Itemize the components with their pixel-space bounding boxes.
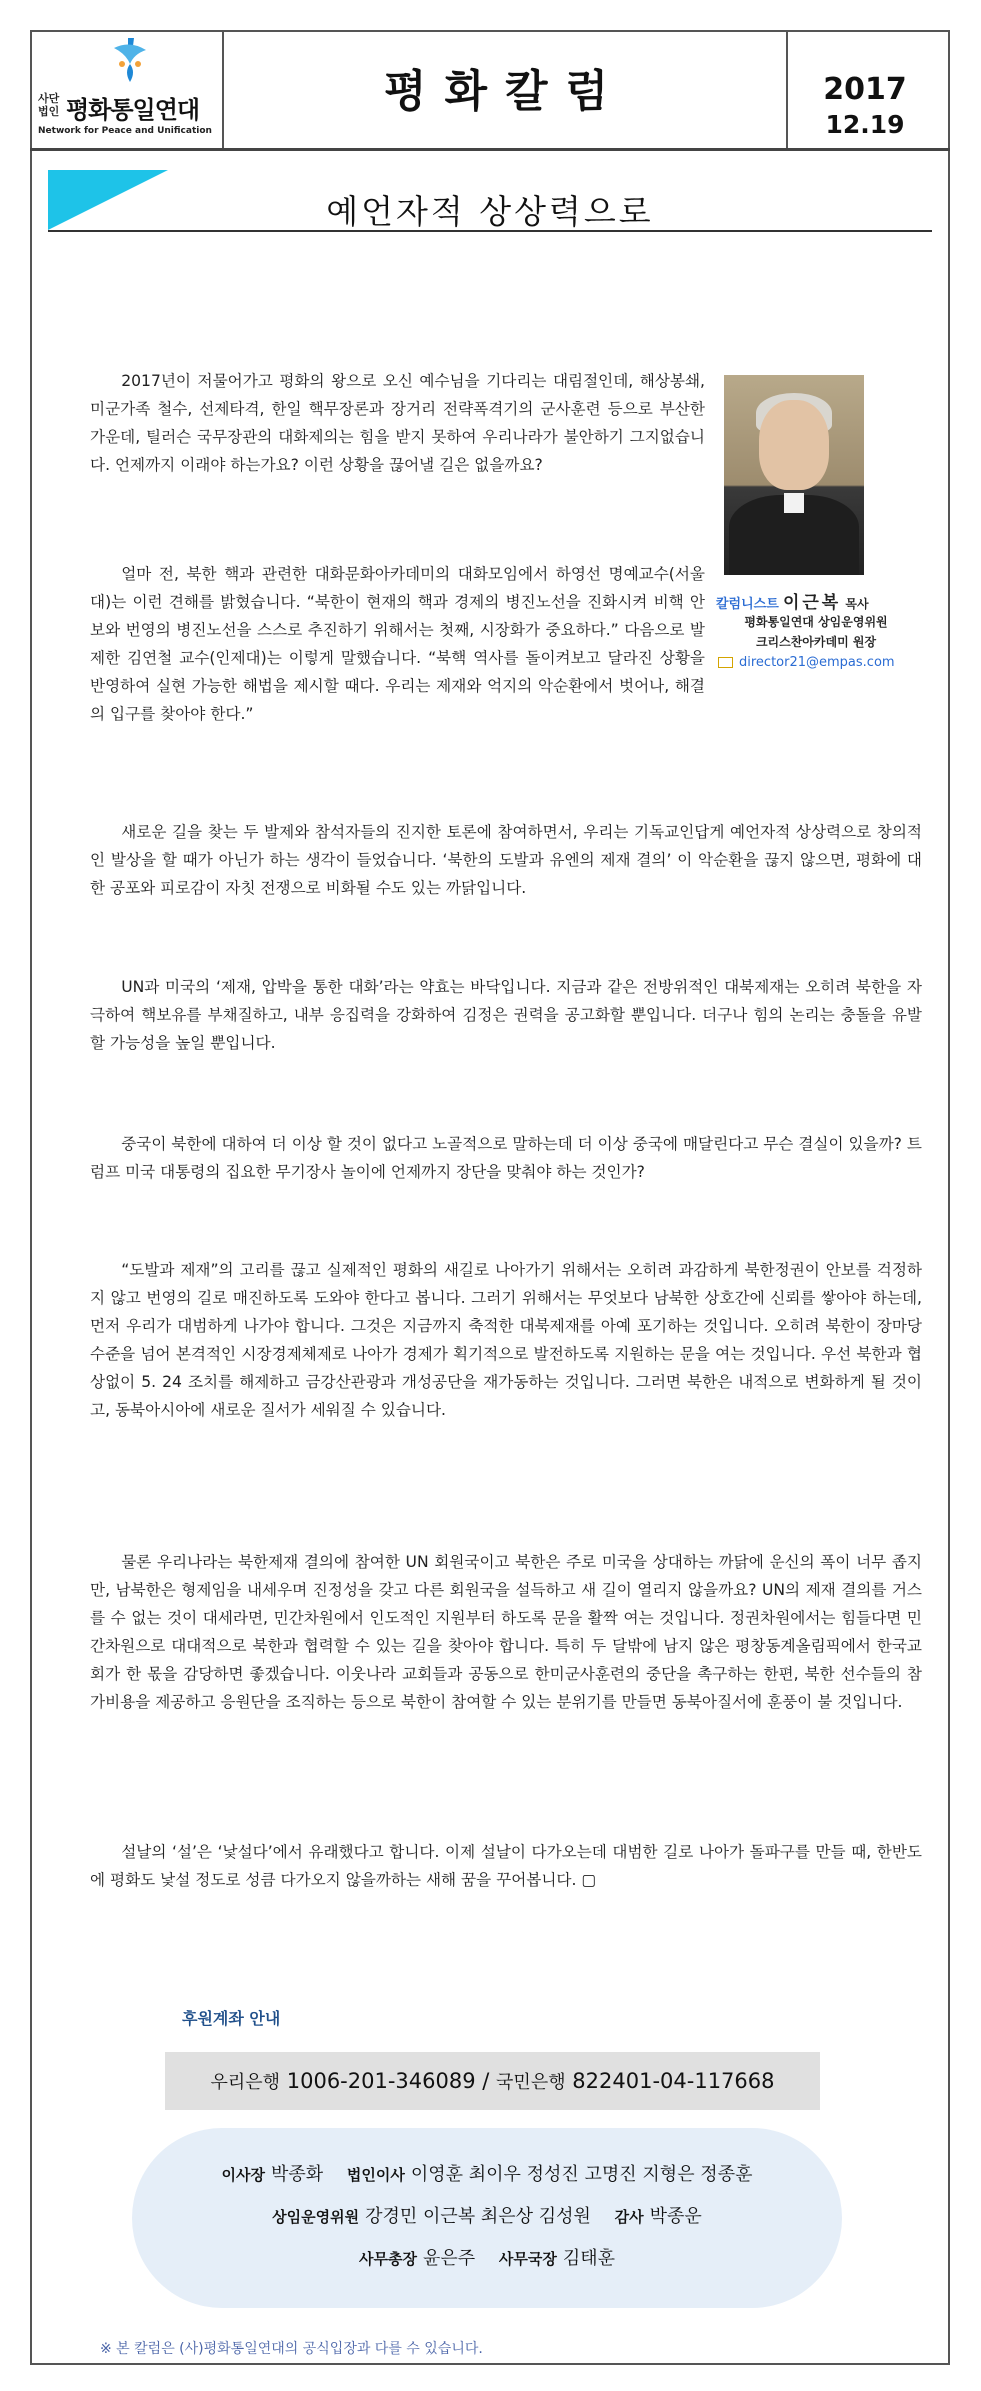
body-paragraph: 새로운 길을 찾는 두 발제와 참석자들의 진지한 토론에 참여하면서, 우리는 기독교인답게 예언자적 상상력으로 창의적인 발상을 할 때가 아닌가 하는 생각이 들었습니다. ‘북한의 도발과 유엔의 제재 결의’ 이 악순환을 끊지 않으면, 평화에 대한 공포와 피로감이 자칫 전쟁으로 비화될 수도 있는 까닭입니다. bbox=[90, 823, 922, 897]
disclaimer-note: ※ 본 칼럼은 (사)평화통일연대의 공식입장과 다를 수 있습니다. bbox=[100, 2341, 483, 2357]
org-logo bbox=[38, 34, 223, 144]
auditor-name: 박종운 bbox=[649, 2206, 702, 2227]
header-rule bbox=[30, 148, 950, 151]
page-title: 평화칼럼 bbox=[383, 66, 626, 117]
account-separator: / bbox=[482, 2069, 490, 2093]
body-paragraph: 물론 우리나라는 북한제재 결의에 참여한 UN 회원국이고 북한은 주로 미국을 상대하는 까닭에 운신의 폭이 너무 좁지만, 남북한은 형제임을 내세우며 진정성을 갖고 다른 회원국을 설득하고 새 길이 열리지 않을까요? UN의 제재 결의를 거스를 수 없는 것이 대세라면, 민간차원에서 인도적인 지원부터 하도록 문을 활짝 여는 것입니다. 정권차원에서는 힘들다면 민간차원으로 대대적으로 북한과 협력할 수 있는 길을 찾아야 합니다. 특히 두 달밖에 남지 않은 평창동계올림픽에서 한국교회가 한 몫을 감당하면 좋겠습니다. 이웃나라 교회들과 공동으로 한미군사훈련의 중단을 촉구하는 한편, 북한 선수들의 참가비용을 제공하고 응원단을 조직하는 등으로 북한이 참여할 수 있는 분위기를 만들면 동북아질서에 훈풍이 불 것입니다. bbox=[90, 1553, 922, 1711]
secgen-label: 사무총장 bbox=[358, 2250, 417, 2268]
account-number: 1006-201-346089 bbox=[286, 2069, 476, 2093]
issue-date: 12.19 bbox=[825, 110, 905, 139]
chair-label: 이사장 bbox=[221, 2166, 265, 2184]
bank-name: 국민은행 bbox=[496, 2072, 566, 2093]
donation-heading: 후원계좌 안내 bbox=[182, 2009, 281, 2028]
chair-name: 박종화 bbox=[271, 2164, 324, 2185]
dove-logo-icon bbox=[100, 34, 160, 89]
header-divider bbox=[786, 30, 788, 150]
body-paragraph: “도발과 제재”의 고리를 끊고 실제적인 평화의 새길로 나아가기 위해서는 오히려 과감하게 북한정권이 안보를 걱정하지 않고 번영의 길로 매진하도록 도와야 한다고 봅니다. 그러기 위해서는 무엇보다 남북한 상호간에 신뢰를 쌓아야 하는데, 먼저 우리가 대범하게 나가야 합니다. 그것은 지금까지 축적한 대북제재를 아예 포기하는 것입니다. 오히려 북한이 장마당 수준을 넘어 본격적인 시장경제체제로 나아가 경제가 획기적으로 발전하도록 지원하는 문을 여는 것입니다. 우선 북한과 협상없이 5. 24 조치를 해제하고 금강산관광과 개성공단을 재가동하는 것입니다. 그러면 북한은 내적으로 변화하게 될 것이고, 동북아시아에 새로운 질서가 세워질 수 있습니다. bbox=[90, 1261, 923, 1419]
donation-accounts bbox=[165, 2052, 820, 2110]
author-title: 목사 bbox=[845, 597, 869, 611]
org-english-name: Network for Peace and Unification bbox=[38, 126, 212, 136]
bank-name: 우리은행 bbox=[210, 2072, 281, 2093]
body-paragraph bbox=[90, 560, 922, 728]
secgen-name: 윤은주 bbox=[422, 2248, 476, 2269]
org-type-label: 사단 법인 bbox=[38, 92, 60, 118]
author-email-text[interactable]: director21@empas.com bbox=[739, 655, 895, 670]
committee-names: 강경민 이근복 최은상 김성원 bbox=[365, 2206, 591, 2227]
author-photo bbox=[724, 375, 864, 575]
issue-year: 2017 bbox=[823, 72, 907, 107]
board-line bbox=[132, 2160, 842, 2186]
body-paragraph: 설날의 ‘설’은 ‘낯설다’에서 유래했다고 합니다. 이제 설날이 다가오는데 대범한 길로 나아가 돌파구를 만들 때, 한반도에 평화도 낯설 정도로 성큼 다가오지 않을까하는 새해 꿈을 꾸어봅니다. ▢ bbox=[90, 1843, 922, 1889]
body-paragraph: UN과 미국의 ‘제재, 압박을 통한 대화’라는 약효는 바닥입니다. 지금과 같은 전방위적인 대북제재는 오히려 북한을 자극하여 핵보유를 부채질하고, 내부 응집력을 강화하여 김정은 권력을 공고화할 뿐입니다. 더구나 힘의 논리는 충돌을 유발할 가능성을 높일 뿐입니다. bbox=[90, 978, 922, 1052]
directors-label: 법인이사 bbox=[346, 2166, 405, 2184]
office-director-name: 김태훈 bbox=[562, 2248, 615, 2269]
board-line bbox=[132, 2244, 842, 2270]
body-paragraph-text: 얼마 전, 북한 핵과 관련한 대화문화아카데미의 대화모임에서 하영선 명예교수(서울대)는 이런 견해를 밝혔습니다. “북한이 현재의 핵과 경제의 병진노선을 진화시켜 비핵 안보와 번영의 병진노선을 스스로 추진하기 위해서는 첫째, 시장화가 중요하다.” 다음으로 발제한 김연철 교수(인제대)는 이렇게 말했습니다. “북핵 역사를 돌이켜보고 달라진 상황을 반영하여 실현 가능한 해법을 제시할 때다. 우리는 제재와 억지의 악순환에서 벗어나, 해결의 입구를 찾아야 한다.” bbox=[90, 565, 705, 723]
body-paragraph: 2017년이 저물어가고 평화의 왕으로 오신 예수님을 기다리는 대림절인데, 해상봉쇄, 미군가족 철수, 선제타격, 한일 핵무장론과 장거리 전략폭격기의 군사훈련 등으로 부산한 가운데, 틸러슨 국무장관의 대화제의는 힘을 받지 못하여 우리나라가 불안하기 그지없습니다. 언제까지 이래야 하는가요? 이런 상황을 끊어낼 길은 없을까요? bbox=[90, 372, 705, 474]
office-director-label: 사무국장 bbox=[498, 2250, 557, 2268]
committee-label: 상임운영위원 bbox=[272, 2208, 360, 2226]
author-affiliation: 크리스찬아카데미 원장 bbox=[755, 635, 877, 649]
directors-names: 이영훈 최이우 정성진 고명진 지형은 정종훈 bbox=[410, 2164, 753, 2185]
auditor-label: 감사 bbox=[614, 2208, 644, 2226]
author-name: 이근복 bbox=[782, 593, 842, 613]
board-line bbox=[132, 2202, 842, 2228]
author-affiliation: 평화통일연대 상임운영위원 bbox=[744, 615, 888, 629]
column-subtitle: 예언자적 상상력으로 bbox=[326, 192, 654, 231]
columnist-label: 칼럼니스트 bbox=[716, 597, 779, 612]
account-number: 822401-04-117668 bbox=[572, 2069, 775, 2093]
body-paragraph: 중국이 북한에 대하여 더 이상 할 것이 없다고 노골적으로 말하는데 더 이상 중국에 매달린다고 무슨 결실이 있을까? 트럼프 미국 대통령의 집요한 무기장사 놀이에 언제까지 장단을 맞춰야 하는 것인가? bbox=[90, 1135, 922, 1181]
org-name: 평화통일연대 bbox=[66, 96, 200, 124]
